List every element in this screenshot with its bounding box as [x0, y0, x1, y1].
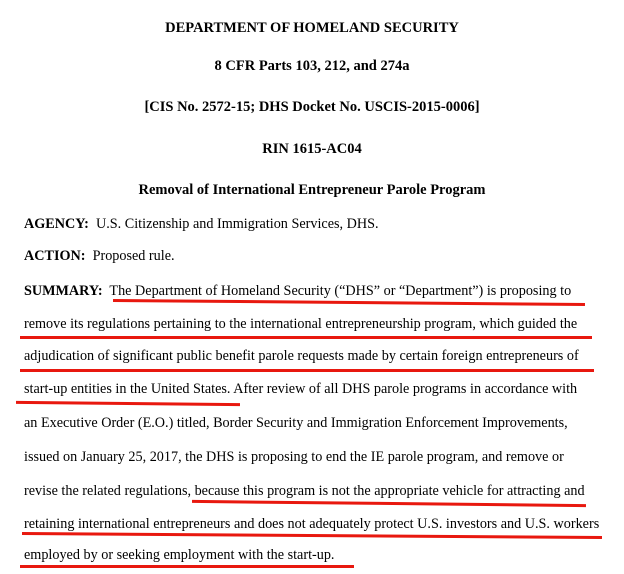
summary-line-9: employed by or seeking employment with the start-up. [24, 547, 335, 563]
summary-line-1 [24, 283, 571, 300]
department-heading: DEPARTMENT OF HOMELAND SECURITY [165, 20, 459, 36]
agency-label: AGENCY: [24, 216, 89, 232]
summary-line-8: retaining international entrepreneurs and does not adequately protect U.S. investors and U.S. workers [24, 516, 600, 532]
action-row [24, 248, 175, 265]
action-text: Proposed rule. [92, 248, 175, 264]
summary-text: The Department of Homeland Security (“DHS” or “Department”) is proposing to [109, 283, 572, 299]
action-label: ACTION: [24, 248, 86, 264]
summary-line-3: adjudication of significant public benefit parole requests made by certain foreign entrepreneurs of [24, 348, 579, 364]
summary-line-5: an Executive Order (E.O.) titled, Border Security and Immigration Enforcement Improvements, [24, 415, 568, 431]
rin-number: RIN 1615-AC04 [262, 141, 362, 157]
red-underline [16, 401, 240, 406]
agency-text: U.S. Citizenship and Immigration Services, DHS. [96, 216, 379, 232]
red-underline [113, 299, 585, 306]
red-underline [22, 532, 602, 539]
red-underline [192, 500, 586, 507]
red-underline [20, 369, 594, 372]
red-underline [20, 336, 592, 339]
summary-line-2: remove its regulations pertaining to the international entrepreneurship program, which guided the [24, 316, 578, 332]
agency-row [24, 216, 379, 233]
summary-line-7: revise the related regulations, because this program is not the appropriate vehicle for attracting and [24, 483, 585, 499]
cfr-parts: 8 CFR Parts 103, 212, and 274a [214, 58, 410, 74]
summary-label: SUMMARY: [24, 283, 103, 299]
summary-line-6: issued on January 25, 2017, the DHS is proposing to end the IE parole program, and remove or [24, 449, 564, 465]
red-underline [20, 565, 354, 568]
docket-number: [CIS No. 2572-15; DHS Docket No. USCIS-2015-0006] [144, 99, 480, 115]
document-title: Removal of International Entrepreneur Parole Program [138, 182, 486, 198]
summary-line-4: start-up entities in the United States. After review of all DHS parole programs in accordance with [24, 381, 578, 397]
